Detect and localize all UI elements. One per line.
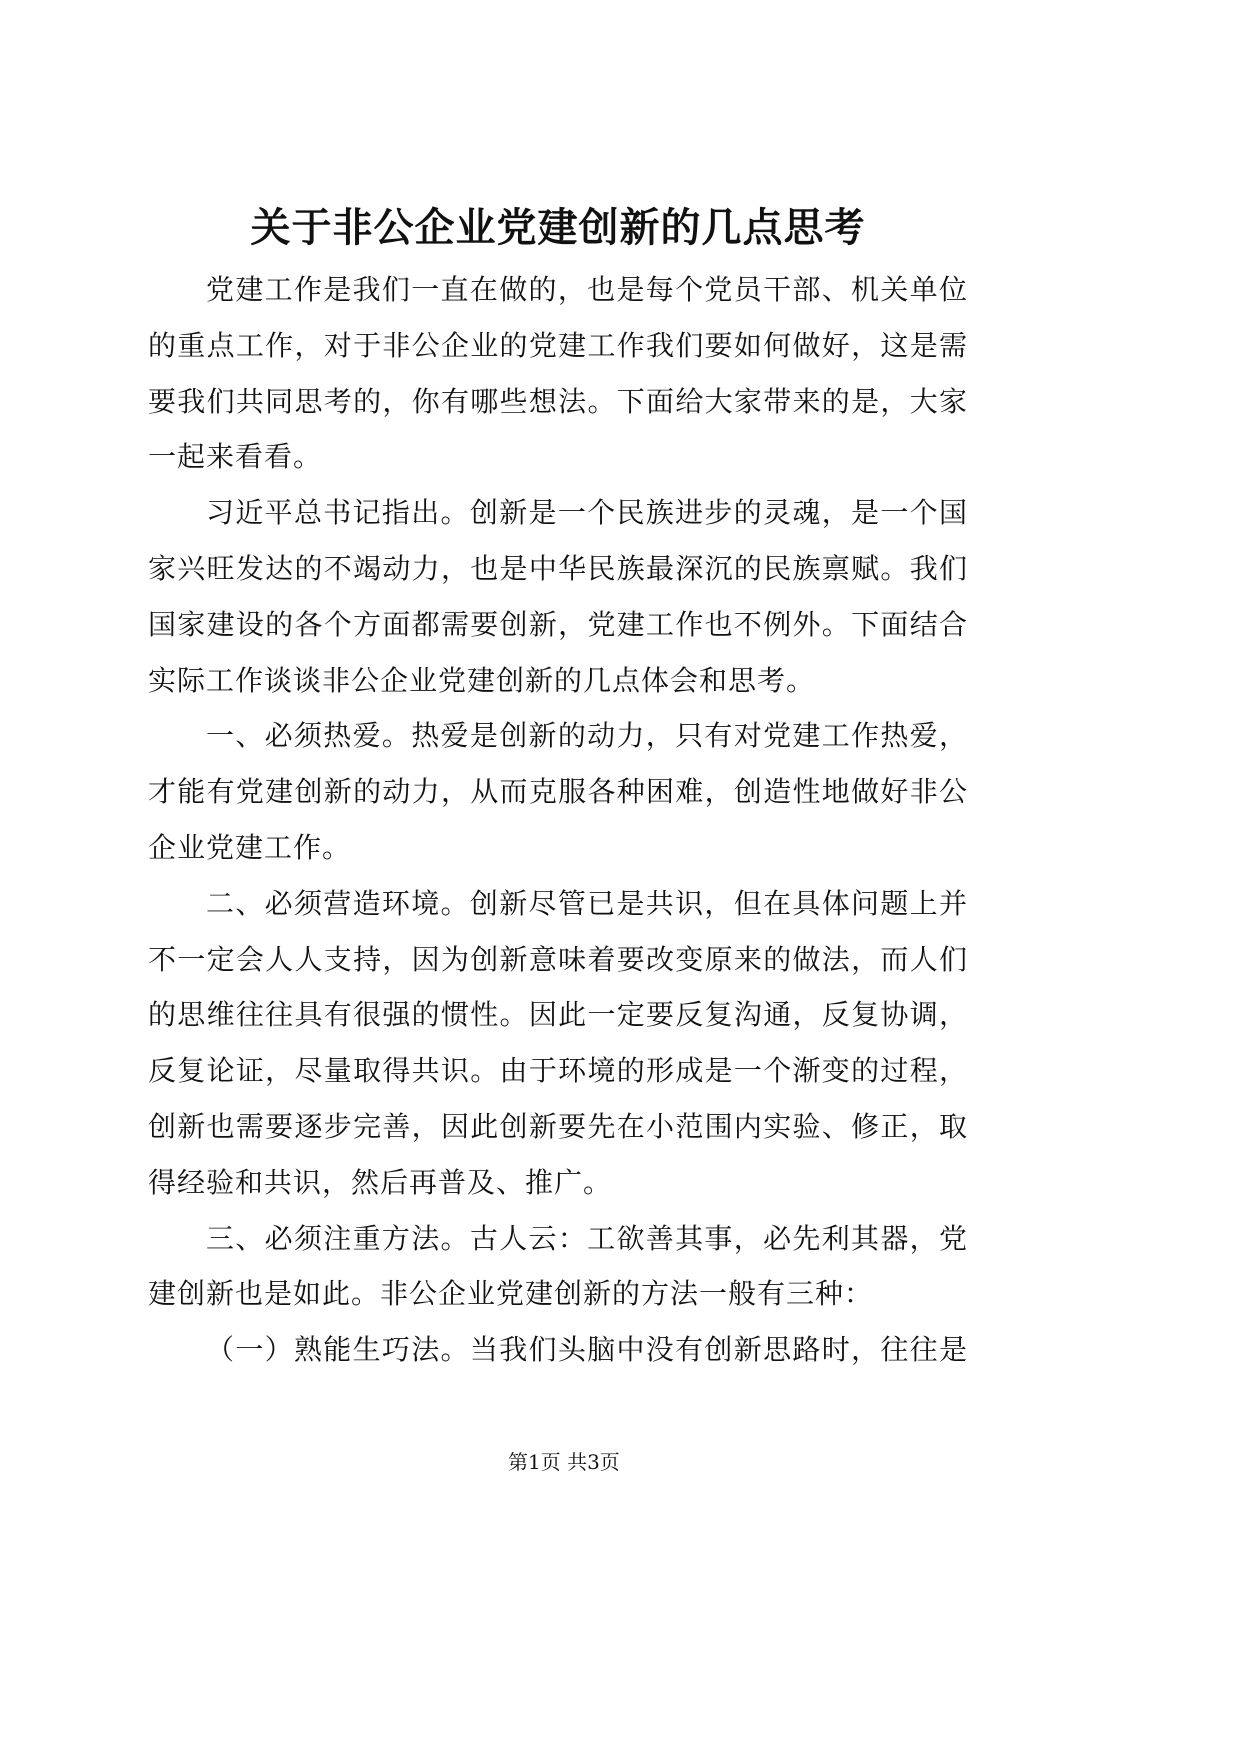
paragraph-point-one bbox=[148, 708, 968, 875]
paragraph-line: 一起来看看。 bbox=[148, 440, 323, 474]
paragraph-line: （一）熟能生巧法。当我们头脑中没有创新思路时，往往是 bbox=[206, 1333, 968, 1367]
document-body bbox=[148, 262, 968, 1378]
paragraph-line: 习近平总书记指出。创新是一个民族进步的灵魂，是一个国 bbox=[206, 496, 968, 530]
paragraph-line: 国家建设的各个方面都需要创新，党建工作也不例外。下面结合 bbox=[148, 607, 968, 641]
paragraph-point-two bbox=[148, 876, 968, 1211]
paragraph-line: 创新也需要逐步完善，因此创新要先在小范围内实验、修正，取 bbox=[148, 1109, 968, 1143]
paragraph-line: 得经验和共识，然后再普及、推广。 bbox=[148, 1165, 613, 1199]
paragraph-background bbox=[148, 485, 968, 708]
paragraph-line: 的重点工作，对于非公企业的党建工作我们要如何做好，这是需 bbox=[148, 328, 968, 362]
paragraph-line: 不一定会人人支持，因为创新意味着要改变原来的做法，而人们 bbox=[148, 942, 968, 976]
paragraph-line: 的思维往往具有很强的惯性。因此一定要反复沟通，反复协调， bbox=[148, 998, 968, 1032]
page-number-footer: 第1页 共3页 bbox=[508, 1450, 620, 1474]
paragraph-line: 反复论证，尽量取得共识。由于环境的形成是一个渐变的过程， bbox=[148, 1054, 968, 1088]
paragraph-subpoint-one bbox=[148, 1322, 968, 1378]
paragraph-line: 党建工作是我们一直在做的，也是每个党员干部、机关单位 bbox=[206, 273, 968, 306]
paragraph-point-three bbox=[148, 1211, 968, 1323]
paragraph-line: 实际工作谈谈非公企业党建创新的几点体会和思考。 bbox=[148, 663, 816, 697]
paragraph-line: 二、必须营造环境。创新尽管已是共识，但在具体问题上并 bbox=[206, 886, 968, 920]
paragraph-intro bbox=[148, 262, 968, 485]
paragraph-line: 要我们共同思考的，你有哪些想法。下面给大家带来的是，大家 bbox=[148, 384, 968, 418]
page-title: 关于非公企业党建创新的几点思考 bbox=[250, 204, 866, 251]
paragraph-line: 一、必须热爱。热爱是创新的动力，只有对党建工作热爱， bbox=[206, 719, 968, 753]
paragraph-line: 才能有党建创新的动力，从而克服各种困难，创造性地做好非公 bbox=[148, 775, 968, 809]
paragraph-line: 企业党建工作。 bbox=[148, 830, 352, 864]
paragraph-line: 家兴旺发达的不竭动力，也是中华民族最深沉的民族禀赋。我们 bbox=[148, 551, 968, 585]
paragraph-line: 建创新也是如此。非公企业党建创新的方法一般有三种： bbox=[148, 1277, 874, 1311]
paragraph-line: 三、必须注重方法。古人云：工欲善其事，必先利其器，党 bbox=[206, 1221, 968, 1255]
